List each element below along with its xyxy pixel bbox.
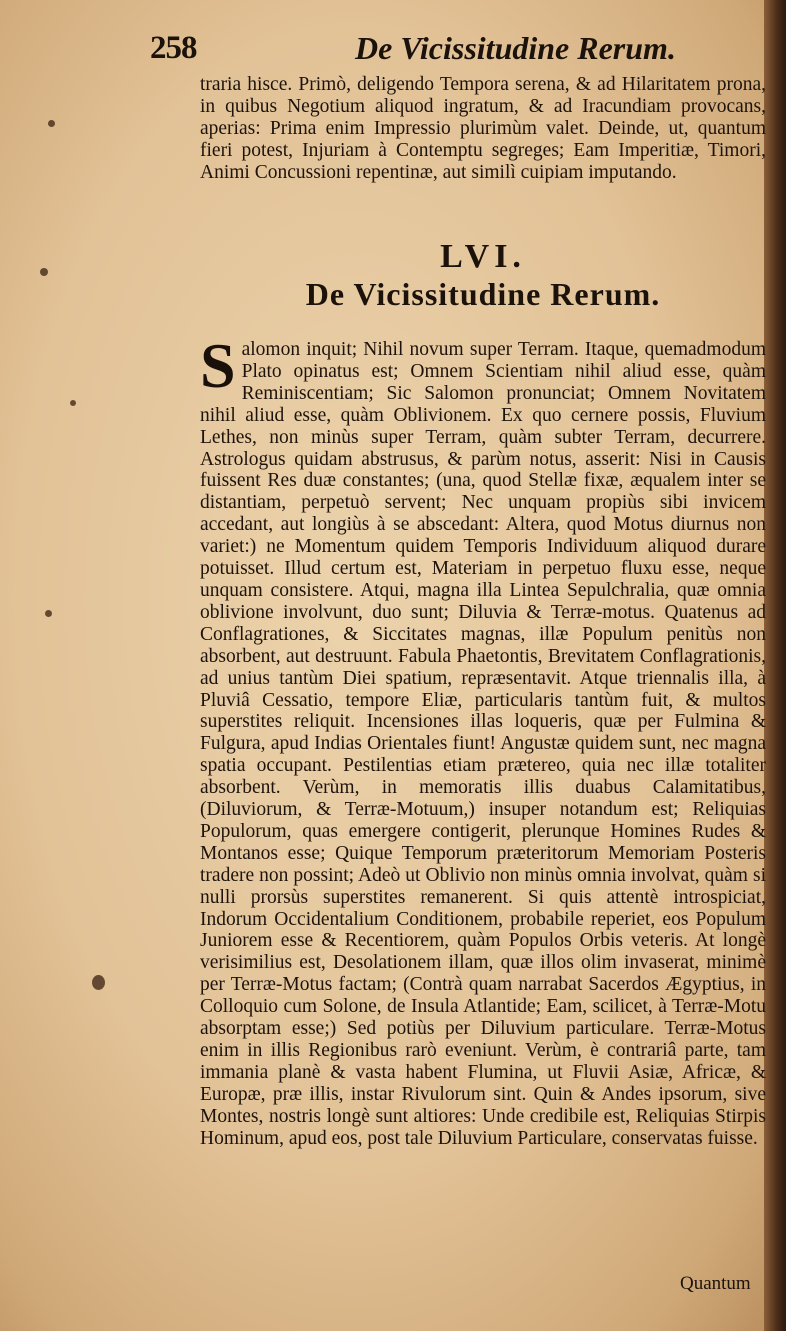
foxing-spot — [48, 120, 55, 127]
running-head: De Vicissitudine Rerum. — [355, 30, 676, 66]
foxing-spot — [45, 610, 52, 617]
foxing-spot — [92, 975, 105, 990]
body-text: alomon inquit; Nihil novum super Terram. Itaque, quemadmodum Plato opinatus est; Omnem Scientiam nihil aliud esse, quàm Reminiscentiam; Sic Salomon pronunciat; Omnem Novitatem nihil aliud esse, quàm Oblivionem. Ex quo cernere possis, Fluvium Lethes, non minùs super Terram, quàm subter Terram, decurrere. Astrologus quidam abstrusus, & parùm notus, asserit: Nisi in Causis fuissent Res duæ constantes; (una, quod Stellæ fixæ, æqualem inter se distantiam, perpetuò servent; Nec unquam propiùs sibi invicem accedant, aut longiùs à se abscedant: Altera, quod Motus diurnus non variet:) ne Momentum quidem Temporis Individuum aliquod durare potuisset. Illud certum est, Materiam in perpetuo fluxu esse, neque unquam consistere. Atqui, magna illa Lintea Sepulchralia, quæ omnia oblivione involvunt, duo sunt; Diluvia & Terræ-motus. Quatenus ad Conflagrationes, & Siccitates magnas, illæ Populum penitùs non absorbent, aut destruunt. Fabula Phaetontis, Brevitatem Conflagrationis, ad unius tantùm Diei spatium, repræsentavit. Atque triennalis illa, à Pluviâ Cessatio, tempore Eliæ, particularis tantùm fuit, & multos superstites reliquit. Incensiones illas loqueris, quæ per Fulmina & Fulgura, apud Indias Orientales fiunt! Angustæ quidem sunt, nec magna spatia occupant. Pestilentias etiam prætereo, quia nec illæ totaliter absorbent. Verùm, in memoratis illis duabus Calamitatibus, (Diluviorum, & Terræ-Motuum,) insuper notandum est; Reliquias Populorum, quas emergere contigerit, plerunque Homines Rudes & Montanos esse; Quique Temporum præteritorum Memoriam Posteris tradere non possint; Adeò ut Oblivio non minùs omnia involvat, quàm si nulli prorsùs superstites remanerent. Si quis attentè introspiciat, Indorum Occidentalium Conditionem, probabile reperiet, eos Populum Juniorem esse & Recentiorem, quàm Populos Orbis veteris. At longè verisimilius est, Desolationem illam, quæ illos olim invaserat, minimè per Terræ-Motus factam; (Contrà quam narrabat Sacerdos Ægyptius, in Colloquio cum Solone, de Insula Atlantide; Eam, scilicet, à Terræ-Motu absorptam esse;) Sed potiùs per Diluvium particulare. Terræ-Motus enim in illis Regionibus rarò eveniunt. Verùm, è contrariâ parte, tam immania planè & vasta habent Flumina, ut Fluvii Asiæ, Africæ, & Europæ, præ illis, instar Rivulorum sint. Quin & Andes ipsorum, sive Montes, nostris longè sunt altiores: Unde credibile est, Reliquias Stirpis Hominum, apud eos, post tale Diluvium Particulare, conservatas fuisse. — [200, 339, 766, 1149]
book-spine — [764, 0, 786, 1331]
drop-cap: S — [200, 330, 236, 401]
page-number: 258 — [150, 30, 197, 66]
continuation-text: traria hisce. Primò, deligendo Tempora serena, & ad Hilaritatem prona, in quibus Negotium aliquod ingratum, & ad Iracundiam provocans, aperias: Prima enim Impressio plurimùm valet. Deinde, ut, quantum fieri potest, Injuriam à Contemptu segreges; Eam Imperitiæ, Timori, Animi Concussioni repentinæ, aut similì cuipiam imputando. — [200, 74, 766, 183]
continuation-paragraph — [200, 74, 766, 184]
foxing-spot — [40, 268, 48, 276]
body-paragraph — [200, 330, 766, 1150]
page-header — [150, 30, 760, 74]
foxing-spot — [70, 400, 76, 406]
section-title: De Vicissitudine Rerum. — [305, 276, 661, 312]
section-number: LVI. — [440, 238, 526, 275]
catchword: Quantum — [680, 1273, 751, 1294]
